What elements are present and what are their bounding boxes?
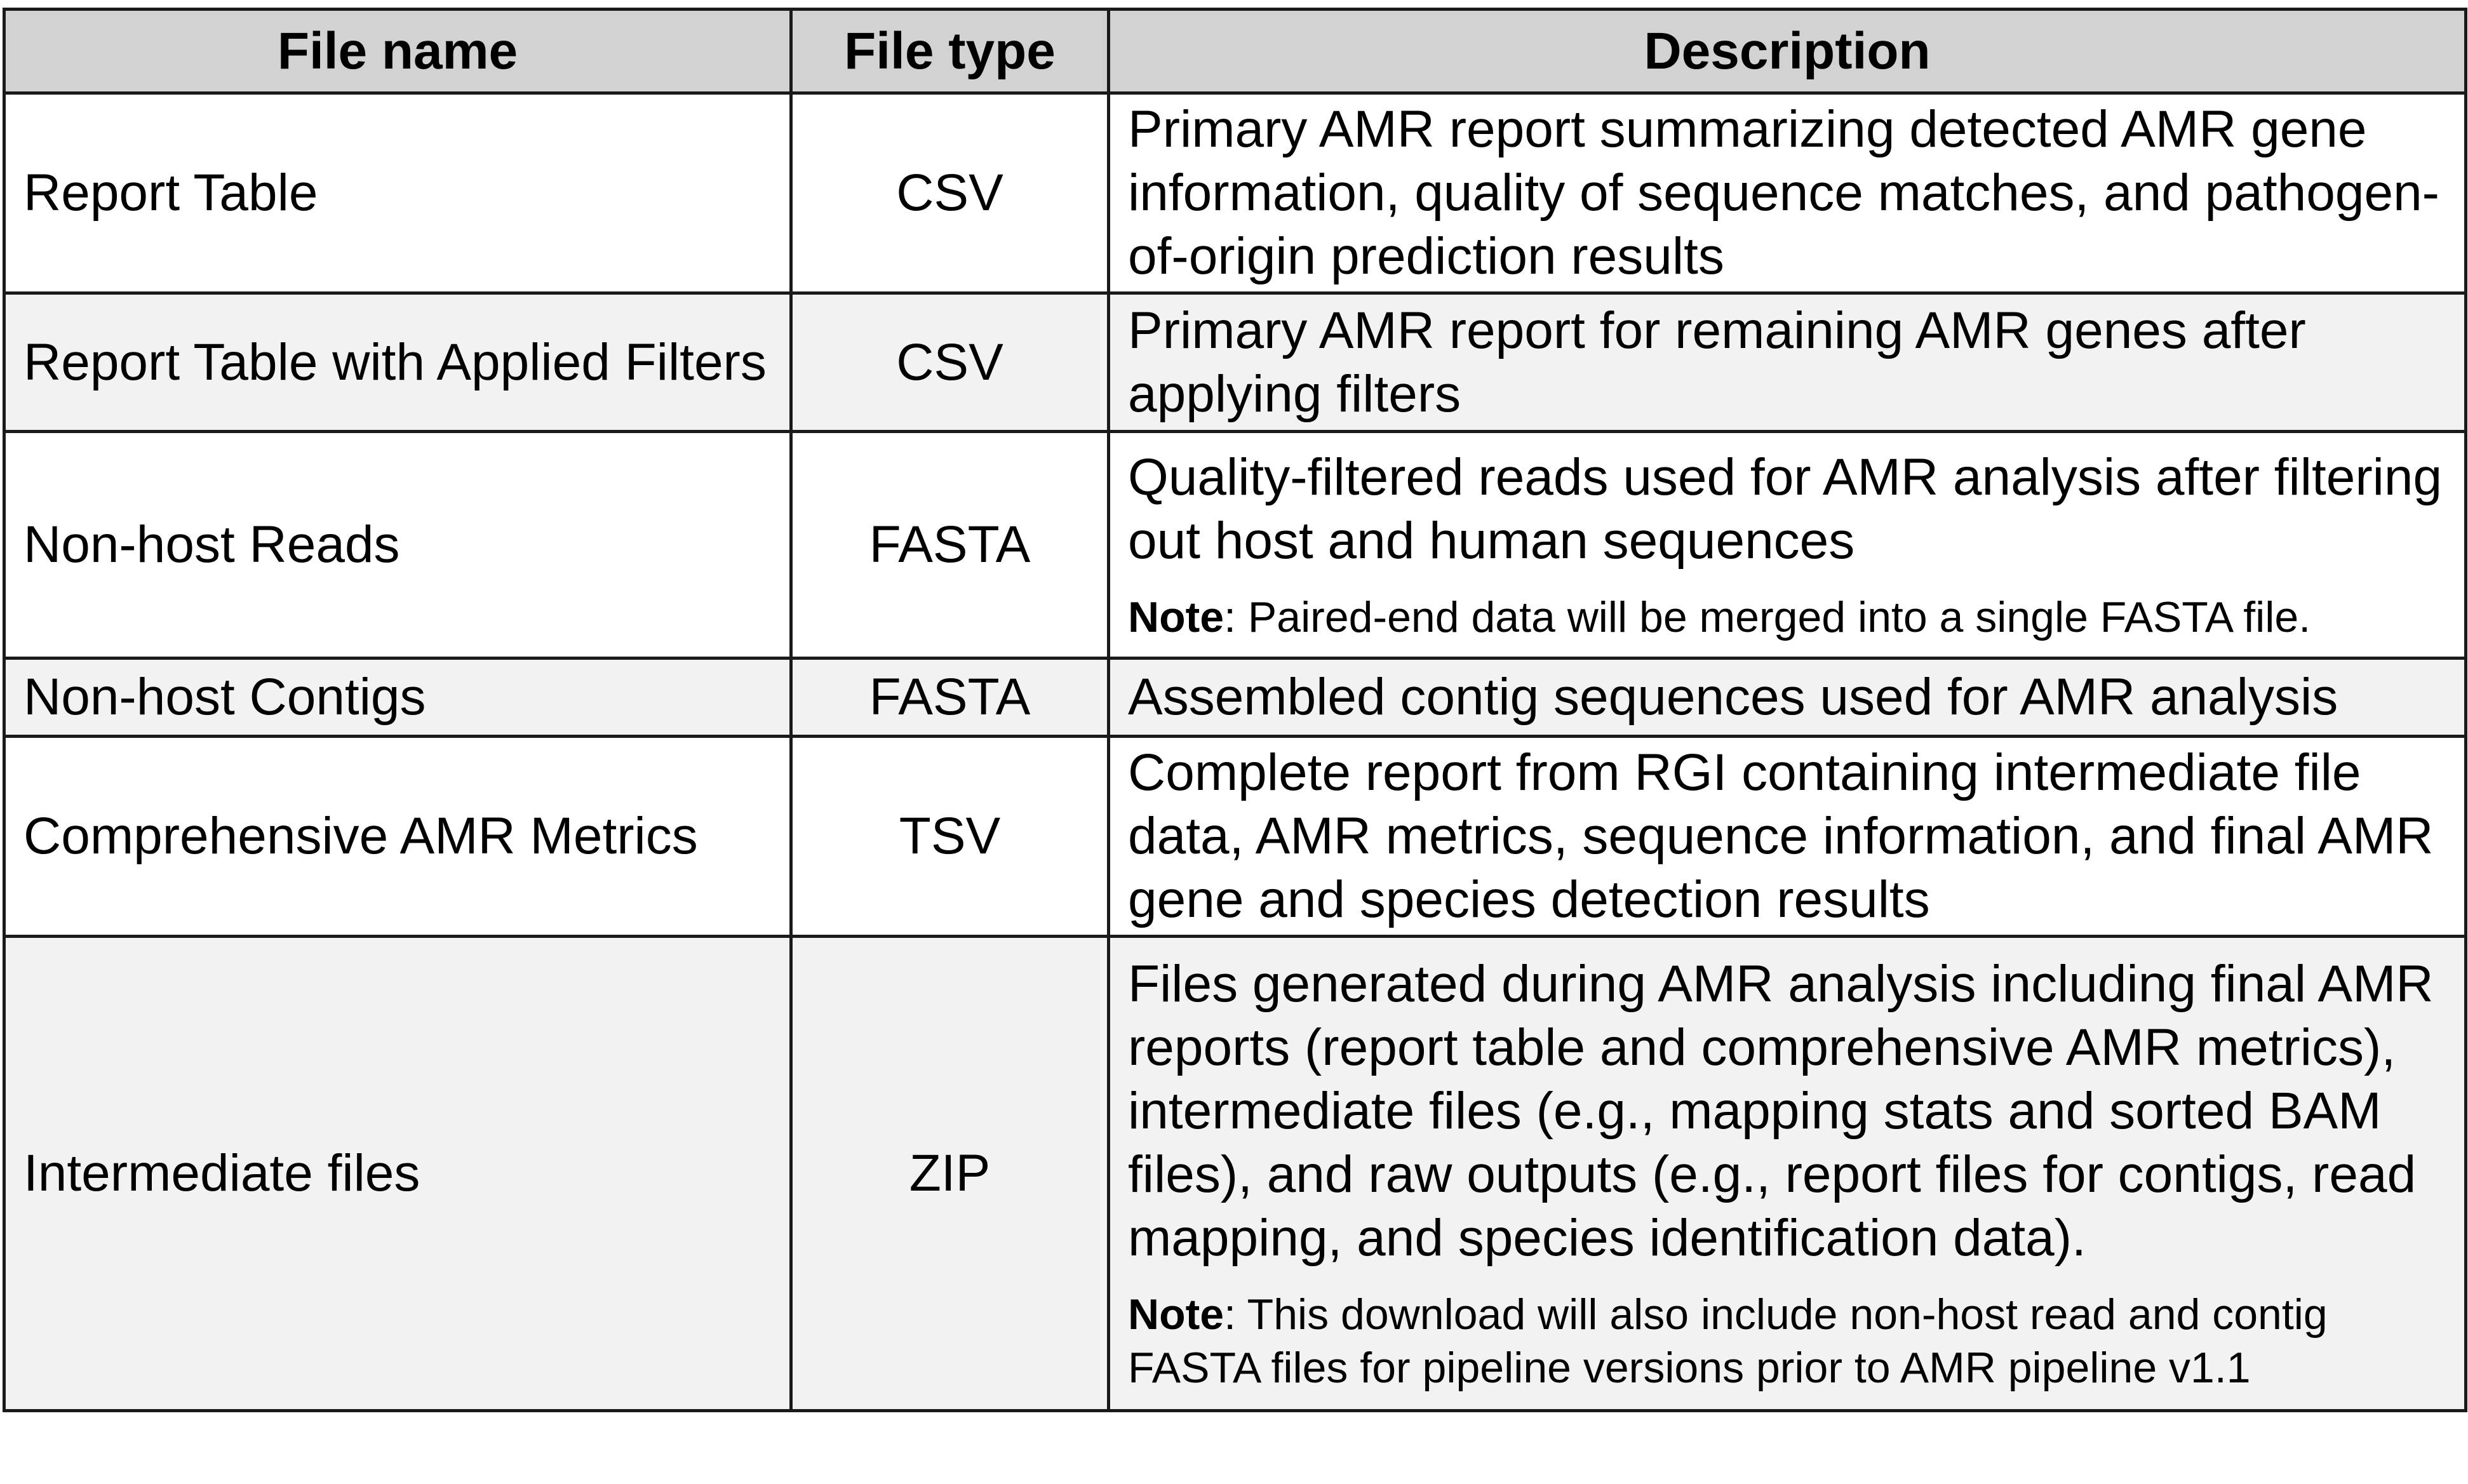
output-files-table (3, 8, 2467, 1412)
note (1128, 591, 2446, 644)
file-type-cell: CSV (791, 293, 1109, 432)
table-row (4, 658, 2466, 737)
note-text: : Paired-end data will be merged into a single FASTA file. (1224, 593, 2311, 641)
file-name-cell: Report Table (4, 93, 791, 293)
table-row (4, 737, 2466, 937)
file-type-cell: ZIP (791, 937, 1109, 1411)
description-cell (1109, 93, 2466, 293)
note-text: : This download will also include non-host read and contig FASTA files for pipeline versions prior to AMR pipeline v1.1 (1128, 1290, 2328, 1392)
description-text: Complete report from RGI containing intermediate file data, AMR metrics, sequence information, and final AMR gene and species detection results (1128, 744, 2434, 928)
file-name-cell: Intermediate files (4, 937, 791, 1411)
table-row (4, 293, 2466, 432)
description-cell (1109, 737, 2466, 937)
file-name-cell: Report Table with Applied Filters (4, 293, 791, 432)
description-cell (1109, 937, 2466, 1411)
header-description: Description (1109, 10, 2466, 93)
description-cell (1109, 293, 2466, 432)
description-text: Files generated during AMR analysis including final AMR reports (report table and comprehensive AMR metrics), intermediate files (e.g., mapping stats and sorted BAM files), and raw outputs (e.g., report files for contigs, read mapping, and species identification data). (1128, 955, 2434, 1267)
file-type-cell: FASTA (791, 432, 1109, 658)
description-text: Assembled contig sequences used for AMR analysis (1128, 668, 2338, 726)
table-row (4, 93, 2466, 293)
file-name-cell: Non-host Contigs (4, 658, 791, 737)
table-row (4, 432, 2466, 658)
file-type-cell: CSV (791, 93, 1109, 293)
file-name-cell: Non-host Reads (4, 432, 791, 658)
file-name-cell: Comprehensive AMR Metrics (4, 737, 791, 937)
description-cell (1109, 432, 2466, 658)
description-text: Primary AMR report summarizing detected AMR gene information, quality of sequence matches, and pathogen-of-origin prediction results (1128, 100, 2439, 285)
note-label: Note (1128, 1290, 1224, 1339)
description-cell (1109, 658, 2466, 737)
table-row (4, 937, 2466, 1411)
description-text: Quality-filtered reads used for AMR analysis after filtering out host and human sequences (1128, 448, 2443, 570)
file-type-cell: TSV (791, 737, 1109, 937)
file-type-cell: FASTA (791, 658, 1109, 737)
description-text: Primary AMR report for remaining AMR genes after applying filters (1128, 301, 2306, 423)
header-file-type: File type (791, 10, 1109, 93)
note-label: Note (1128, 593, 1224, 641)
header-row (4, 10, 2466, 93)
note (1128, 1288, 2446, 1394)
header-file-name: File name (4, 10, 791, 93)
